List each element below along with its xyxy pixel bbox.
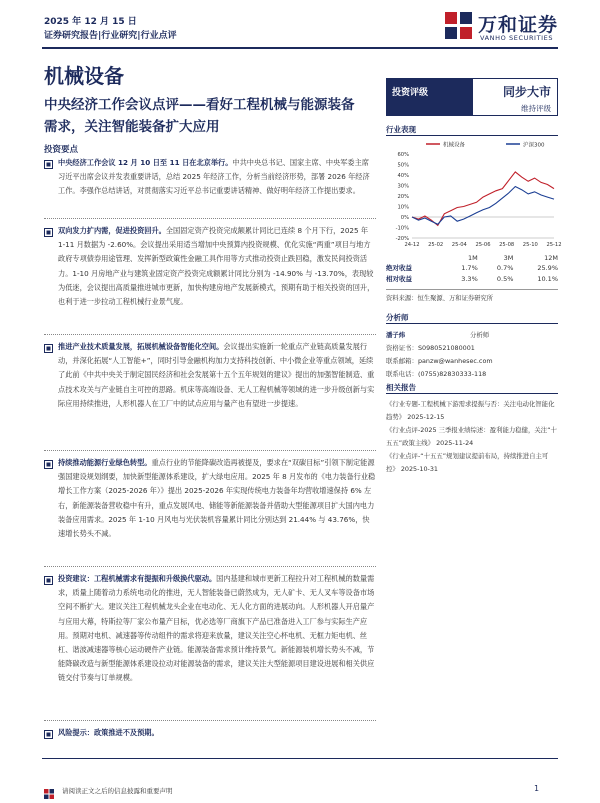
related-title: 相关报告 xyxy=(386,383,416,392)
report-title: 中央经济工作会议点评——看好工程机械与能源装备需求，关注智能装备扩大应用 xyxy=(44,97,355,135)
analyst-title: 分析师 xyxy=(386,313,409,322)
logo-text-en: VANHO SECURITIES xyxy=(480,34,554,42)
x-tick-label: 24-12 xyxy=(404,242,420,248)
divider xyxy=(44,218,376,219)
related-item[interactable]: 《行业专题-工程机械下游需求提振与否：关注电动化智能化趋势》 2025-12-15 xyxy=(386,400,555,421)
analyst-role: 分析师 xyxy=(470,331,490,339)
analyst-title-line xyxy=(386,323,558,324)
perf-cell: 1.7% xyxy=(461,263,478,272)
series-line xyxy=(412,172,554,226)
industry-performance-chart xyxy=(386,138,562,252)
paragraph-lead: 推进产业技术质量发展，拓展机械设备智能化空间。 xyxy=(58,342,224,351)
analyst-cert: 资格证书：S0980521080001 xyxy=(386,344,475,352)
series-line xyxy=(412,187,554,225)
y-tick-label: 0% xyxy=(400,215,409,221)
analyst-phone: 联系电话：(0755)82830333-118 xyxy=(386,370,487,378)
paragraph-2 xyxy=(44,224,376,309)
footer-divider xyxy=(42,758,558,759)
perf-header: 3M xyxy=(503,254,514,262)
paragraph-4 xyxy=(44,456,376,541)
y-tick-label: 60% xyxy=(397,152,409,158)
x-tick-label: 25-10 xyxy=(522,242,538,248)
bullet-icon xyxy=(44,460,53,469)
header-divider xyxy=(42,47,558,49)
footer-logo-icon xyxy=(44,784,54,794)
bullet-icon xyxy=(44,344,53,353)
divider xyxy=(44,334,376,335)
perf-cell: 10.1% xyxy=(537,274,558,283)
paragraph-6 xyxy=(44,726,376,740)
company-logo xyxy=(444,10,564,46)
perf-header: 12M xyxy=(544,254,558,262)
divider xyxy=(44,720,376,721)
page-number: 1 xyxy=(534,784,540,793)
analyst-email[interactable]: 联系邮箱：panzw@wanhesec.com xyxy=(386,357,493,365)
perf-header: 1M xyxy=(468,254,478,262)
logo-text-cn: 万和证券 xyxy=(478,14,559,36)
y-tick-label: 40% xyxy=(397,173,409,179)
perf-cell: 3.3% xyxy=(461,274,478,283)
paragraph-body: 重点行业的节能降碳改造再被提及，要求在“双碳目标”引领下制定能源强国建设规划纲要，加快新型能源体系建设，扩大绿电应用。2025 年 8 月发布的《电力装备行业稳增长工作方案（2025-2026 年）》提出 2025-2026 年实现传统电力装备年均营收增速保持 6% 左右，新能源装备营收稳中有升，重点发展风电、储能等新能源装备并借助大型能源项目扩大国内电力装备应用需求。2025 年 1-10 月风电与光伏装机容量累计同比分别达到 21.44% 与 43.76%，快速增长势头不减。 xyxy=(58,458,376,539)
rating-value-box xyxy=(472,78,558,116)
perf-row xyxy=(386,262,558,273)
legend-label: 沪深300 xyxy=(523,142,545,149)
y-tick-label: -20% xyxy=(395,236,409,242)
perf-header-row xyxy=(386,254,558,262)
paragraph-3 xyxy=(44,340,376,411)
x-tick-label: 25-06 xyxy=(475,242,491,248)
report-tags: 证券研究报告|行业研究|行业点评 xyxy=(44,31,177,41)
key-points-label: 投资要点 xyxy=(44,145,79,155)
analyst-name: 潘子炜 xyxy=(386,331,406,339)
perf-cell: 相对收益 xyxy=(386,275,412,283)
paragraph-lead: 中央经济工作会议 12 月 10 日至 11 日在北京举行。 xyxy=(58,158,233,167)
y-tick-label: 30% xyxy=(397,183,409,190)
perf-row xyxy=(386,273,558,284)
paragraph-body: 中共中央总书记、国家主席、中央军委主席习近平出席会议并发表重要讲话，总结 2025 年经济工作，分析当前经济形势，部署 2026 年经济工作。李强作总结讲话，对贯彻落实习近平总书记重要讲话精神、做好明年经济工作提出要求。 xyxy=(58,158,370,196)
legend-label: 机械设备 xyxy=(443,142,466,149)
divider xyxy=(44,566,376,567)
x-tick-label: 25-04 xyxy=(451,242,467,248)
perf-table xyxy=(386,254,558,284)
sector-title: 机械设备 xyxy=(44,64,124,88)
footer-disclaimer: 请阅读正文之后的信息披露和重要声明 xyxy=(62,787,173,795)
paragraph-lead: 投资建议：工程机械需求有提振和升级换代驱动。 xyxy=(58,574,217,583)
perf-source: 资料来源：恒生聚源、万和证券研究所 xyxy=(386,295,494,302)
rating-value: 同步大市 xyxy=(502,85,551,99)
bullet-icon xyxy=(44,228,53,237)
paragraph-body: 会议提出实施新一轮重点产业链高质量发展行动，并深化拓展“人工智能+”，同时引导金融机构加力支持科技创新、中小微企业等重点领域，延续了此前《中共中央关于制定国民经济和社会发展第十五个五年规划的建议》提出的加强智能制造、重点技术攻关与产业链自主可控的思路。机床等高端设备、无人工程机械等领域的进一步升级创新与实际应用持续推进，人形机器人在工厂中的试点应用与量产也有望进一步提速。 xyxy=(58,342,375,408)
x-tick-label: 25-02 xyxy=(428,242,444,248)
perf-table-line xyxy=(386,289,558,290)
divider xyxy=(44,450,376,451)
rating-box xyxy=(386,78,558,116)
x-tick-label: 25-12 xyxy=(546,242,562,248)
perf-cell: 0.5% xyxy=(496,274,514,283)
perf-cell: 绝对收益 xyxy=(386,264,412,272)
perf-cell: 25.9% xyxy=(537,263,558,272)
perf-header xyxy=(386,254,442,262)
y-tick-label: 20% xyxy=(397,194,409,200)
paragraph-lead: 持续推动能源行业绿色转型。 xyxy=(58,458,152,467)
y-tick-label: -10% xyxy=(395,225,409,232)
rating-label: 投资评级 xyxy=(386,78,472,116)
report-date: 2025 年 12 月 15 日 xyxy=(44,17,137,27)
related-title-line xyxy=(386,393,558,394)
x-tick-label: 25-08 xyxy=(499,242,515,248)
perf-title: 行业表现 xyxy=(386,125,416,134)
logo-icon xyxy=(444,10,474,42)
paragraph-lead: 双向发力扩内需，促进投资回升。 xyxy=(58,226,166,235)
bullet-icon xyxy=(44,160,53,169)
paragraph-1 xyxy=(44,156,376,199)
bullet-icon xyxy=(44,576,53,585)
bullet-icon xyxy=(44,730,53,739)
y-tick-label: 50% xyxy=(397,162,409,169)
rating-sub: 维持评级 xyxy=(521,104,551,113)
paragraph-5 xyxy=(44,572,376,686)
perf-title-line xyxy=(386,135,558,136)
paragraph-body: 国内基建和城市更新工程拉升对工程机械的数量需求，质量上随着动力系统电动化的推进，无人智能装备已蔚然成为，无人矿卡、无人叉车等设备市场空间不断扩大。建议关注工程机械龙头企业在电动化、无人化方面的进展动向。人形机器人开启量产与应用大幕，特斯拉等厂家公布量产目标，优必选等厂商旗下产品已准备进入工厂参与实际生产应用。预期对电机、减速器等传动组件的需求将迎来放量，建议关注空心杯电机、无框力矩电机、丝杠、谐波减速器等核心运动硬件产业链。能源装备需求预计维持景气。新能源装机增长势头不减，节能降碳改造与新型能源体系建设拉动对能源装备的需求，建议关注大型能源项目建设进展和相关供应链交付节奏与订单规模。 xyxy=(58,574,375,683)
paragraph-lead: 风险提示：政策推进不及预期。 xyxy=(58,728,159,737)
related-item[interactable]: 《行业点评-2025 三季报业绩综述：盈利能力稳健，关注“十五五”政策主线》 2025-11-24 xyxy=(386,426,557,447)
perf-cell: 0.7% xyxy=(496,263,514,272)
paragraph-body: 全国固定资产投资完成额累计同比已连续 8 个月下行，2025 年 1-11 月数据为 -2.60%。会议提出采用适当增加中央预算内投资规模、优化实施“两重”项目与地方政府专项债券用途管理、发挥新型政策性金融工具作用等方式推动投资止跌回稳，激发民间投资活力。1-10 月房地产业与建筑业固定资产投资完成额累计同比分别为 -14.90% 与 -13.70%，表现较为低迷，会议提出高质量推进城市更新，加快构建房地产发展新模式，预期有助于相关投资的回升，也利于进一步拉动工程机械行业景气度。 xyxy=(58,226,375,307)
y-tick-label: 10% xyxy=(397,204,409,211)
related-item[interactable]: 《行业点评-“十五五”规划建议提前布局，持续推进自主可控》 2025-10-31 xyxy=(386,452,549,473)
